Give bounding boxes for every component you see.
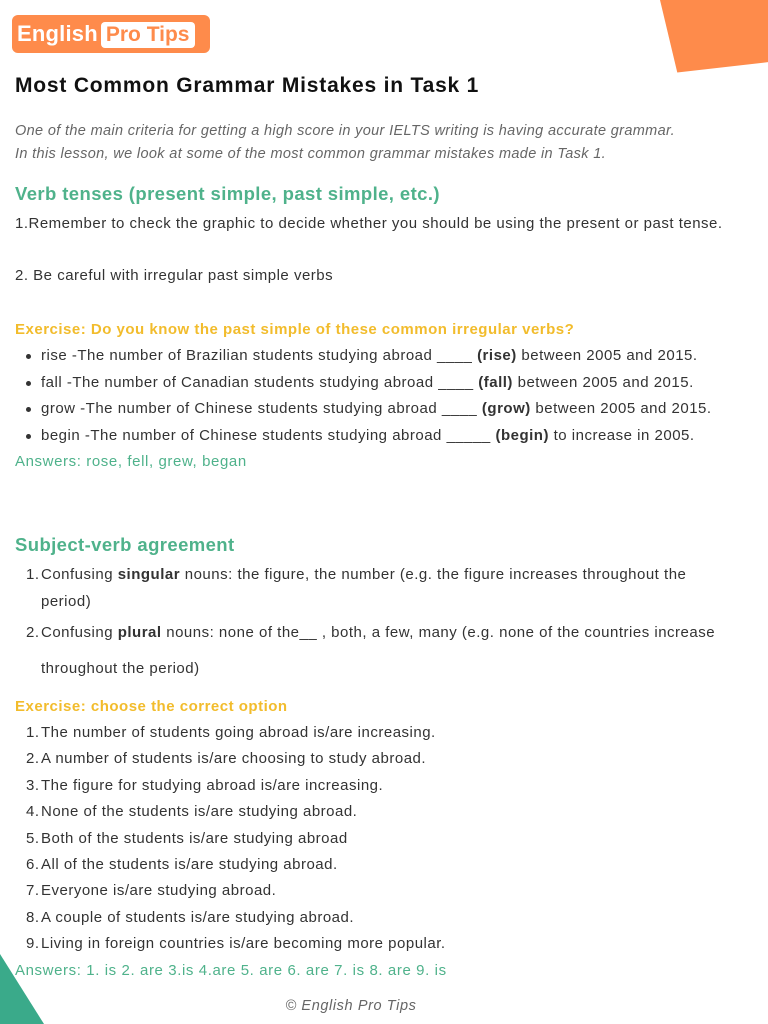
list-item: 2. Confusing plural nouns: none of the__ , both, a few, many (e.g. none of the countries increase throughout the period) (26, 624, 716, 677)
brand-logo (12, 15, 210, 53)
correct-option-list (0, 720, 446, 958)
page-title: Most Common Grammar Mistakes in Task 1 (15, 74, 480, 97)
list-item: 5. Both of the students is/are studying abroad (26, 829, 348, 847)
intro-line-2: In this lesson, we look at some of the most common grammar mistakes made in Task 1. (15, 146, 607, 162)
intro-text (15, 120, 755, 166)
section-heading-verb-tenses: Verb tenses (present simple, past simple, etc.) (15, 183, 440, 204)
footer-copyright: © English Pro Tips (285, 998, 417, 1014)
list-item: 7. Everyone is/are studying abroad. (26, 882, 277, 900)
list-item: rise -The number of Brazilian students studying abroad ____ (rise) between 2005 and 2015. (0, 343, 712, 370)
verb-tense-point-2: 2. Be careful with irregular past simple verbs (15, 267, 334, 284)
subject-verb-list (0, 561, 741, 687)
section-heading-subject-verb: Subject-verb agreement (15, 534, 235, 555)
list-item: fall -The number of Canadian students studying abroad ____ (fall) between 2005 and 2015. (0, 370, 712, 397)
list-item: 1. Confusing singular nouns: the figure, the number (e.g. the figure increases throughout the period) (26, 566, 687, 610)
verb-tense-point-1: 1.Remember to check the graphic to decide whether you should be using the present or past tense. (15, 215, 723, 232)
list-item: 9. Living in foreign countries is/are becoming more popular. (26, 935, 446, 953)
list-item: begin -The number of Chinese students studying abroad _____ (begin) to increase in 2005. (0, 423, 712, 450)
answers-correct-option: Answers: 1. is 2. are 3.is 4.are 5. are 6. are 7. is 8. are 9. is (15, 962, 447, 979)
list-item: 3. The figure for studying abroad is/are increasing. (26, 776, 384, 794)
corner-decoration (660, 0, 768, 74)
intro-line-1: One of the main criteria for getting a high score in your IELTS writing is having accurate grammar. (15, 123, 676, 139)
logo-highlight: Pro Tips (101, 22, 195, 48)
exercise-heading-irregular-verbs: Exercise: Do you know the past simple of these common irregular verbs? (15, 321, 575, 338)
irregular-verbs-list (0, 343, 712, 449)
list-item: 4. None of the students is/are studying abroad. (26, 803, 358, 821)
exercise-heading-correct-option: Exercise: choose the correct option (15, 698, 288, 715)
list-item: 8. A couple of students is/are studying abroad. (26, 908, 355, 926)
list-item: 2. A number of students is/are choosing to study abroad. (26, 750, 427, 768)
list-item: 6. All of the students is/are studying abroad. (26, 856, 338, 874)
list-item: grow -The number of Chinese students studying abroad ____ (grow) between 2005 and 2015. (0, 396, 712, 423)
logo-text: English (17, 21, 98, 46)
answers-irregular-verbs: Answers: rose, fell, grew, began (15, 453, 247, 470)
list-item: 1. The number of students going abroad is/are increasing. (26, 724, 436, 741)
